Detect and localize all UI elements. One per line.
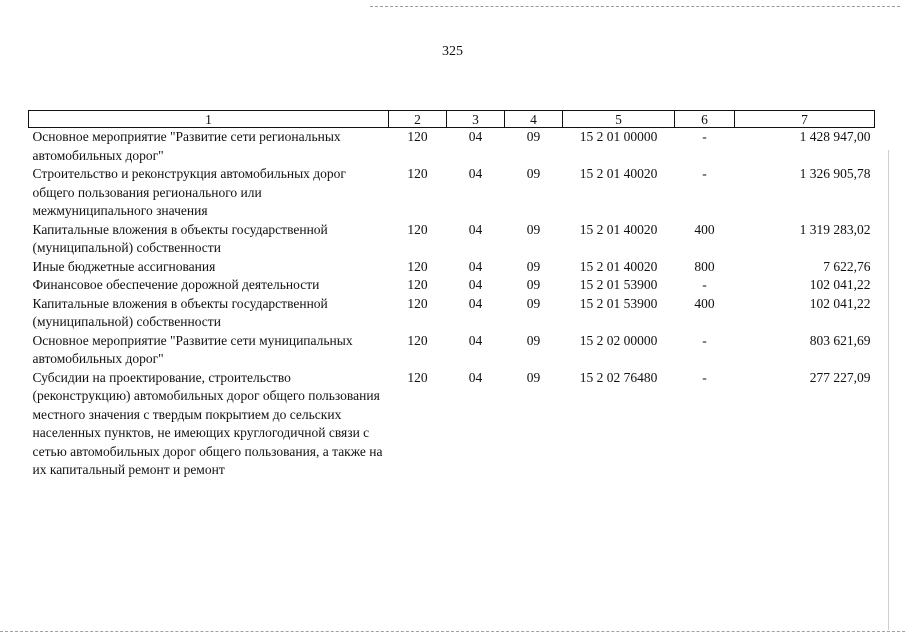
- scan-artifact-edge: [888, 150, 889, 630]
- row-name: Капитальные вложения в объекты государственной (муниципальной) собственности: [32, 221, 328, 255]
- row-ministry: 120: [407, 221, 428, 237]
- row-target-code: 15 2 01 40020: [579, 258, 658, 274]
- row-ministry: 120: [407, 369, 428, 385]
- column-header-6: 6: [675, 111, 735, 128]
- row-target-code: 15 2 01 53900: [579, 277, 658, 292]
- row-name: Основное мероприятие "Развитие сети региональных автомобильных дорог": [32, 129, 341, 163]
- row-name: Строительство и реконструкция автомобильных дорог общего пользования регионального или межмуниципального значения: [32, 166, 346, 218]
- scan-artifact-top: [370, 6, 900, 7]
- row-target-code: 15 2 01 40020: [579, 166, 658, 181]
- row-target-code: 15 2 01 40020: [579, 221, 658, 237]
- row-ministry: 120: [407, 129, 428, 144]
- row-section: 04: [468, 295, 483, 311]
- table-header-row: [29, 111, 875, 128]
- row-section: 04: [468, 369, 483, 385]
- row-ministry: 120: [407, 277, 428, 292]
- row-subsection: 09: [526, 166, 541, 181]
- table-row: [29, 332, 875, 369]
- row-subsection: 09: [526, 332, 541, 348]
- table-row: [29, 165, 875, 221]
- row-subsection: 09: [526, 277, 541, 292]
- column-header-1: 1: [29, 111, 389, 128]
- row-subsection: 09: [526, 258, 541, 274]
- row-subsection: 09: [526, 129, 541, 144]
- table-row: [29, 276, 875, 295]
- row-target-code: 15 2 02 00000: [579, 332, 658, 348]
- row-amount: 7 622,76: [823, 258, 871, 274]
- row-name: Субсидии на проектирование, строительство (реконструкцию) автомобильных дорог общего пользования местного значения с твердым покрытием до сельских населенных пунктов, не имеющих круглогодичной связи с сетью автомобильных дорог общего пользования, а также на их капитальный ремонт и ремонт: [32, 369, 383, 477]
- row-subsection: 09: [526, 369, 541, 385]
- row-section: 04: [468, 129, 483, 144]
- row-amount: 1 326 905,78: [799, 166, 871, 181]
- row-expense-type: -: [702, 332, 707, 348]
- table-row: [29, 369, 875, 480]
- row-ministry: 120: [407, 258, 428, 274]
- row-ministry: 120: [407, 166, 428, 181]
- row-amount: 803 621,69: [809, 332, 871, 348]
- row-expense-type: -: [702, 369, 707, 385]
- row-name: Основное мероприятие "Развитие сети муниципальных автомобильных дорог": [32, 332, 353, 366]
- row-name: Финансовое обеспечение дорожной деятельности: [32, 277, 320, 292]
- row-target-code: 15 2 01 00000: [579, 129, 658, 144]
- table-row: [29, 295, 875, 332]
- column-header-4: 4: [505, 111, 563, 128]
- row-section: 04: [468, 258, 483, 274]
- row-name: Капитальные вложения в объекты государственной (муниципальной) собственности: [32, 295, 328, 329]
- row-name: Иные бюджетные ассигнования: [32, 258, 216, 274]
- row-amount: 102 041,22: [809, 295, 871, 311]
- row-target-code: 15 2 01 53900: [579, 295, 658, 311]
- row-section: 04: [468, 221, 483, 237]
- row-subsection: 09: [526, 295, 541, 311]
- budget-table: [28, 110, 875, 480]
- row-amount: 277 227,09: [809, 369, 871, 385]
- row-expense-type: 400: [694, 221, 715, 237]
- column-header-3: 3: [447, 111, 505, 128]
- column-header-7: 7: [735, 111, 875, 128]
- table-row: [29, 128, 875, 166]
- column-header-2: 2: [389, 111, 447, 128]
- row-amount: 1 319 283,02: [799, 221, 871, 237]
- column-header-5: 5: [563, 111, 675, 128]
- row-expense-type: -: [702, 277, 707, 292]
- row-expense-type: -: [702, 166, 707, 181]
- row-subsection: 09: [526, 221, 541, 237]
- row-target-code: 15 2 02 76480: [579, 369, 658, 385]
- scan-artifact-bottom: [0, 631, 905, 632]
- table-row: [29, 221, 875, 258]
- row-expense-type: -: [702, 129, 707, 144]
- row-expense-type: 800: [694, 258, 715, 274]
- row-section: 04: [468, 332, 483, 348]
- row-amount: 1 428 947,00: [799, 129, 871, 144]
- row-section: 04: [468, 277, 483, 292]
- row-ministry: 120: [407, 295, 428, 311]
- table-row: [29, 258, 875, 277]
- row-ministry: 120: [407, 332, 428, 348]
- row-amount: 102 041,22: [809, 277, 871, 292]
- row-expense-type: 400: [694, 295, 715, 311]
- page-number: 325: [442, 44, 463, 59]
- row-section: 04: [468, 166, 483, 181]
